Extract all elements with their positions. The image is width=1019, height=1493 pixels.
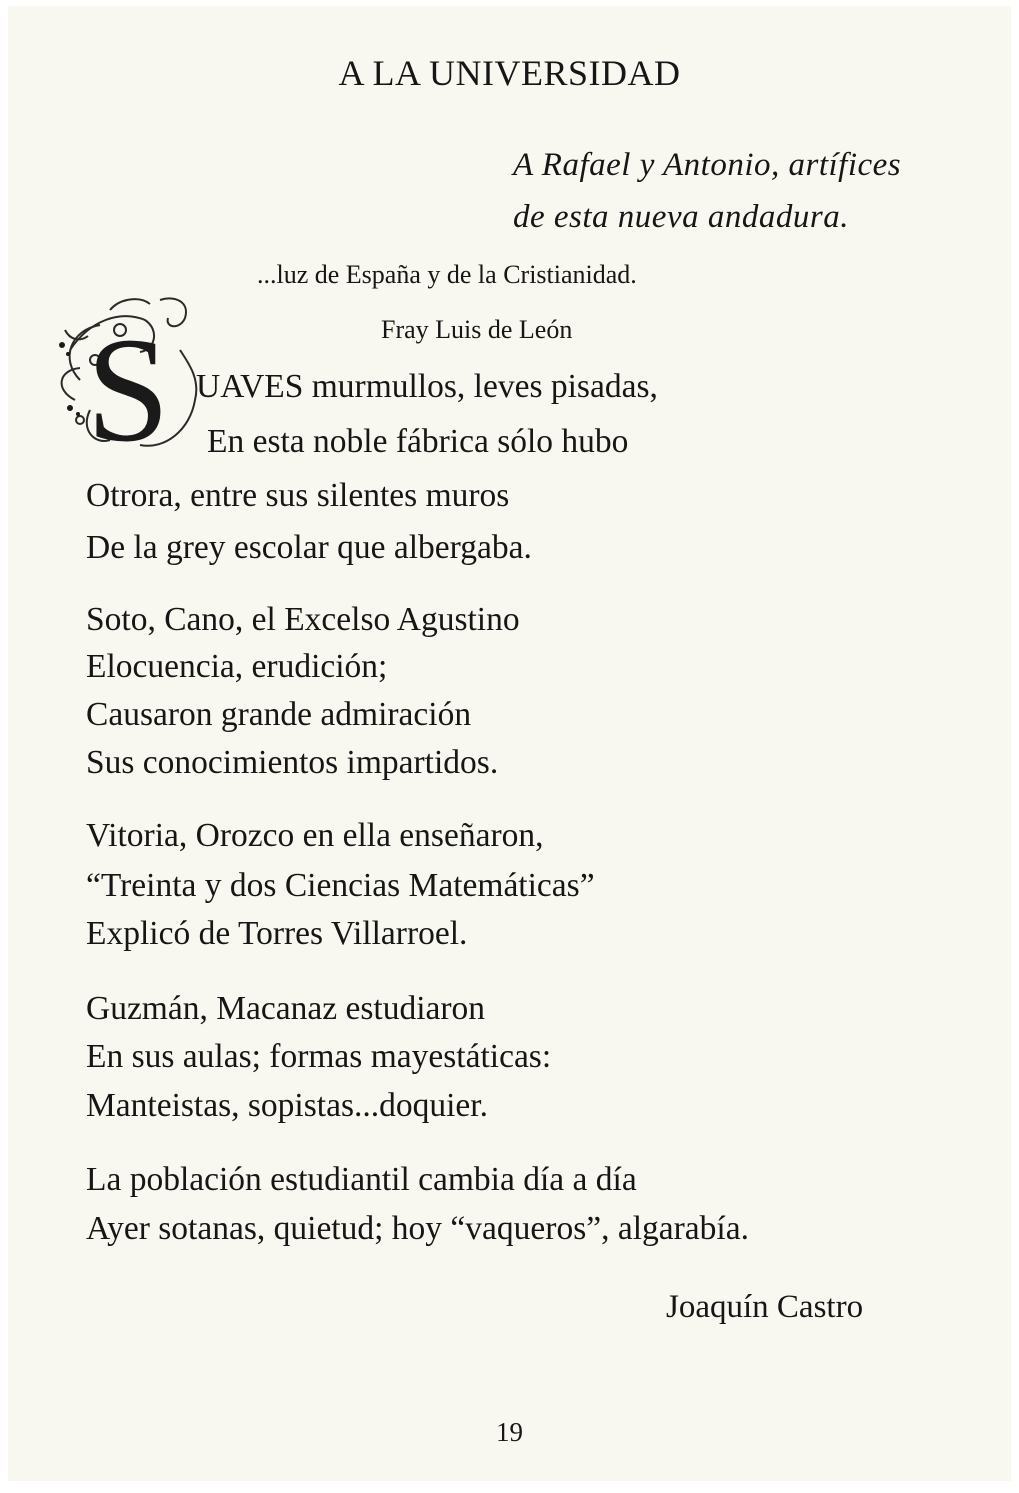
epigraph-author: Fray Luis de León [381, 315, 573, 344]
author-signature: Joaquín Castro [666, 1289, 864, 1325]
svg-text:S: S [86, 307, 170, 460]
dedication-line-2: de esta nueva andadura. [513, 199, 849, 235]
verse-line: Explicó de Torres Villarroel. [86, 915, 468, 952]
verse-line: Causaron grande admiración [86, 696, 472, 733]
verse-line: Ayer sotanas, quietud; hoy “vaqueros”, algarabía. [86, 1210, 749, 1247]
verse-line: De la grey escolar que albergaba. [86, 529, 532, 566]
verse-line: La población estudiantil cambia día a día [86, 1161, 637, 1198]
verse-line: Otrora, entre sus silentes muros [86, 477, 510, 514]
book-page [8, 6, 1011, 1481]
verse-line: “Treinta y dos Ciencias Matemáticas” [86, 867, 595, 904]
verse-line: Guzmán, Macanaz estudiaron [86, 990, 486, 1027]
verse-line: Soto, Cano, el Excelso Agustino [86, 601, 520, 638]
verse-line: UAVES murmullos, leves pisadas, [196, 368, 658, 405]
ornamental-dropcap-icon [50, 290, 220, 460]
verse-line: En sus aulas; formas mayestáticas: [86, 1038, 552, 1075]
dedication-line-1: A Rafael y Antonio, artífices [513, 147, 902, 183]
verse-line: En esta noble fábrica sólo hubo [207, 423, 629, 460]
epigraph-quote: ...luz de España y de la Cristianidad. [257, 260, 637, 289]
poem-title: A LA UNIVERSIDAD [338, 53, 681, 93]
page-number: 19 [496, 1417, 523, 1447]
verse-line: Sus conocimientos impartidos. [86, 744, 499, 781]
verse-line: Elocuencia, erudición; [86, 648, 388, 685]
verse-line: Manteistas, sopistas...doquier. [86, 1087, 488, 1124]
verse-line: Vitoria, Orozco en ella enseñaron, [86, 817, 544, 854]
